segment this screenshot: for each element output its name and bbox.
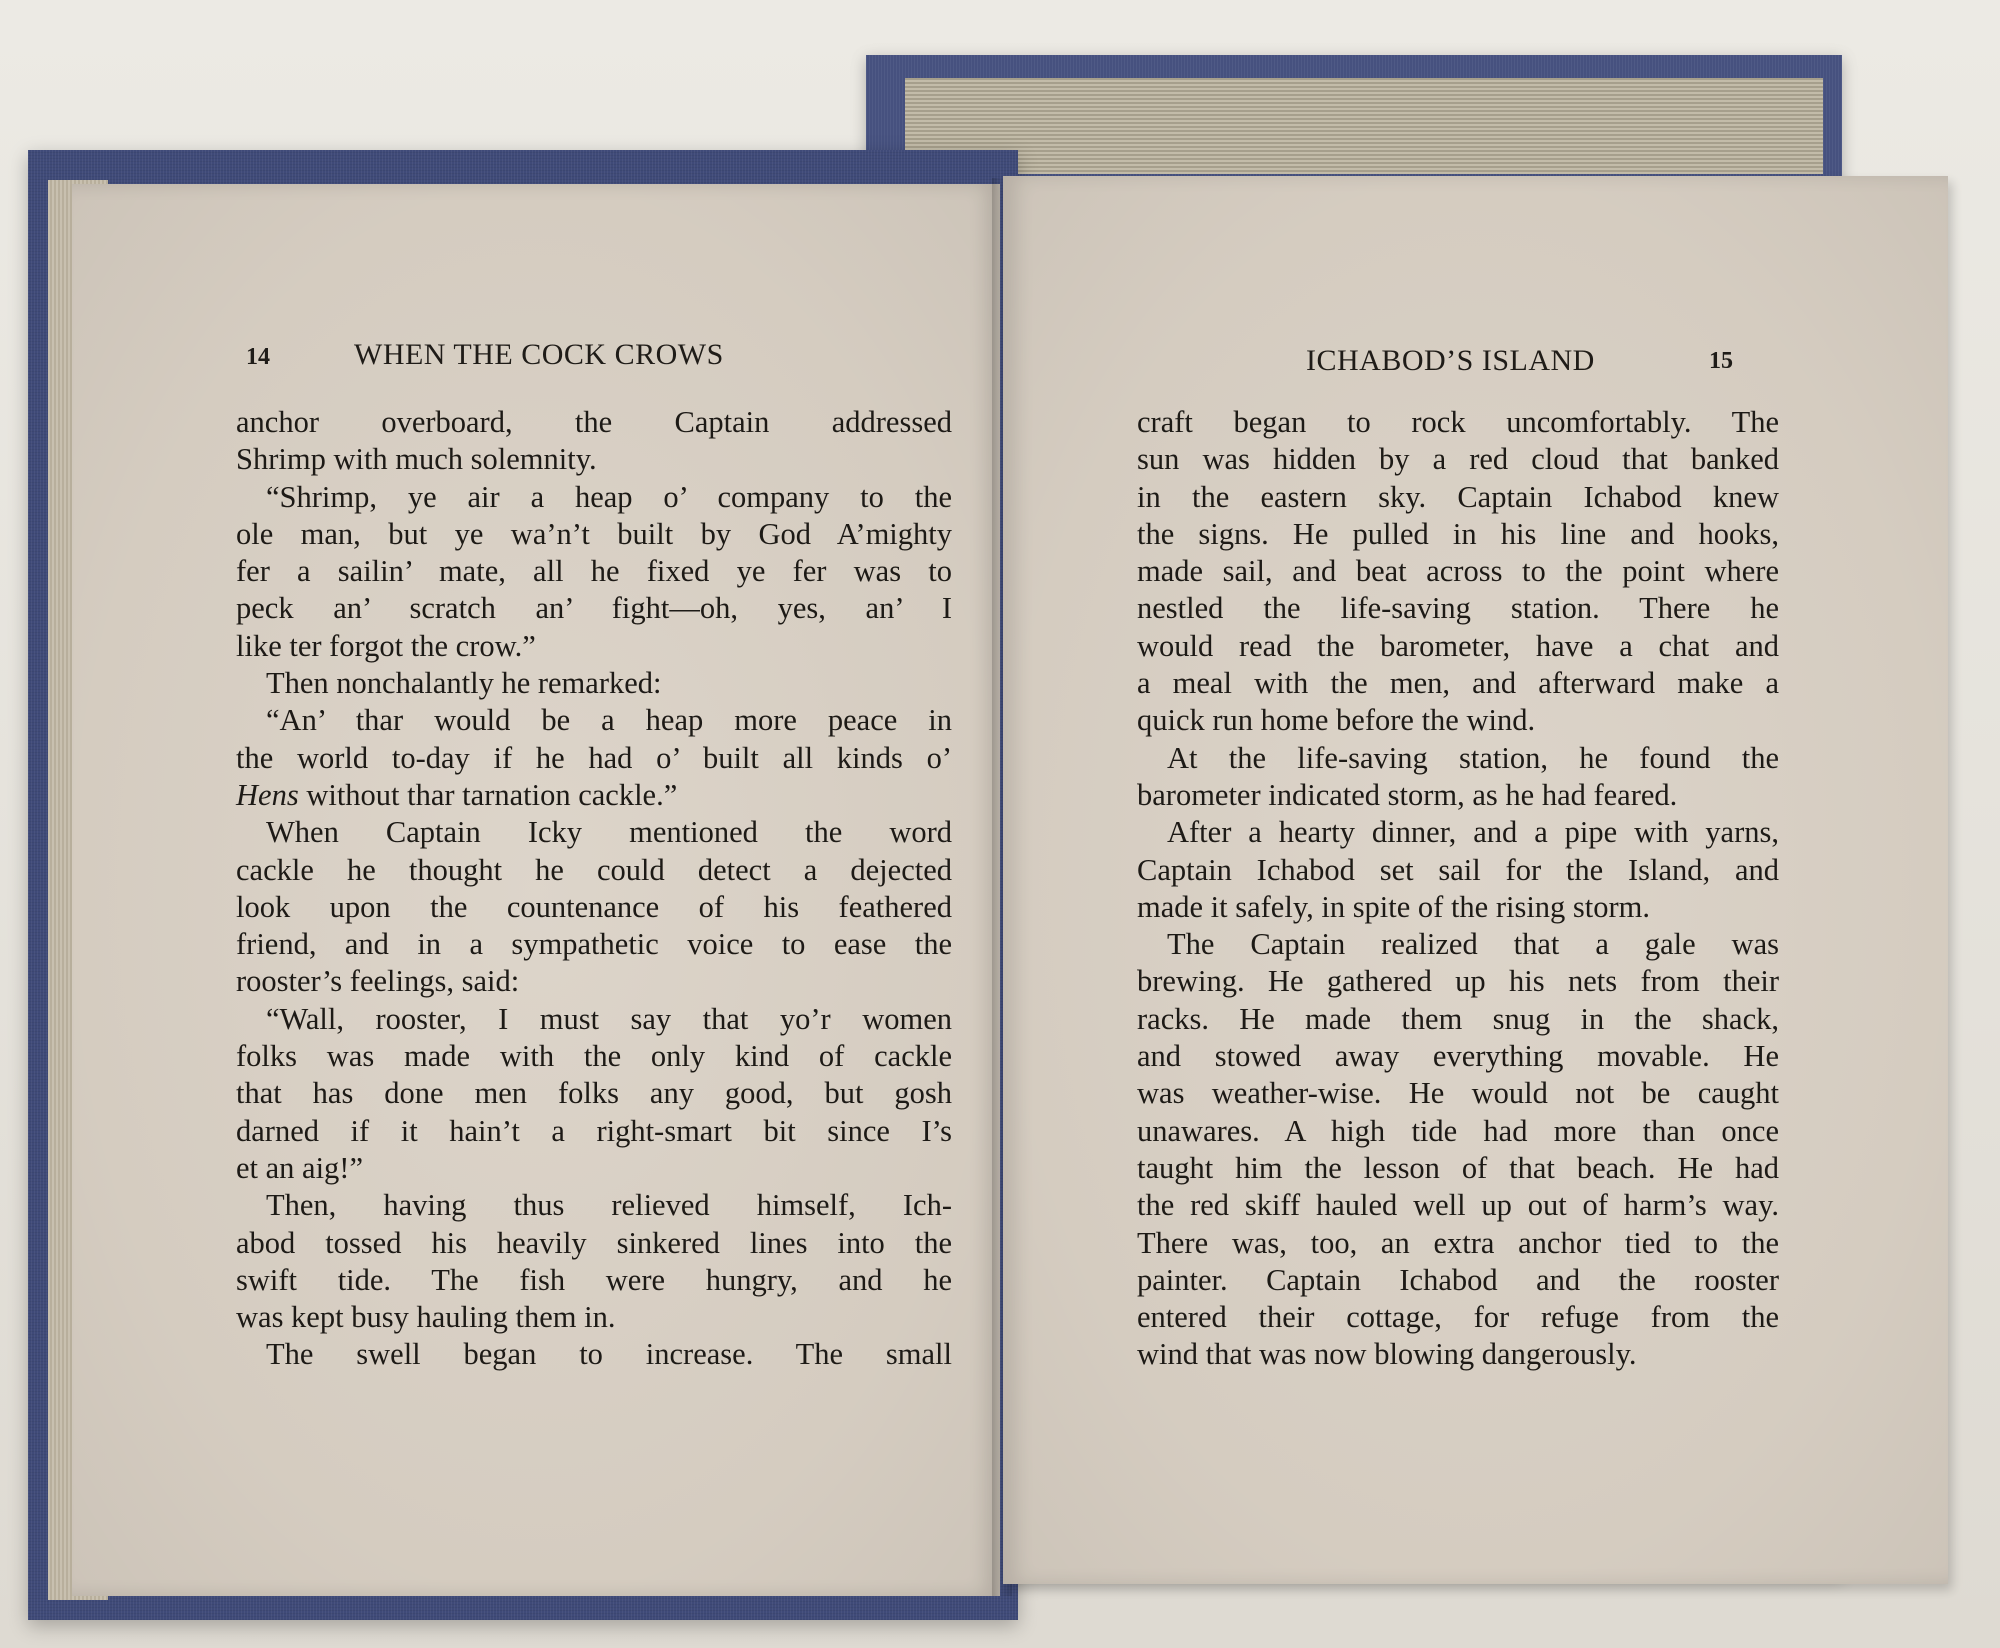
- text-line: the red skiff hauled well up out of harm’s way.: [1137, 1188, 1779, 1223]
- text-line: “An’ thar would be a heap more peace in: [266, 703, 952, 738]
- text-line: ole man, but ye wa’n’t built by God A’mighty: [236, 516, 952, 551]
- text-line: anchor overboard, the Captain addressed: [236, 405, 952, 439]
- text-line: unawares. A high tide had more than once: [1137, 1113, 1779, 1148]
- text-line: was weather-wise. He would not be caught: [1137, 1076, 1779, 1111]
- right-page: [1003, 176, 1948, 1584]
- text-line: and stowed away everything movable. He: [1137, 1039, 1779, 1074]
- text-line: After a hearty dinner, and a pipe with yarns,: [1167, 815, 1779, 850]
- text-line: The Captain realized that a gale was: [1167, 927, 1779, 962]
- italic-word: Hens: [236, 777, 299, 812]
- text-line: made it safely, in spite of the rising storm.: [1137, 889, 1651, 924]
- left-body-text: [236, 404, 952, 1374]
- text-line: [236, 777, 952, 814]
- right-body-text: [1137, 404, 1779, 1374]
- text-line: sun was hidden by a red cloud that banked: [1137, 442, 1779, 477]
- text-line: was kept busy hauling them in.: [236, 1300, 616, 1335]
- text-line: cackle he thought he could detect a dejected: [236, 852, 952, 887]
- text-line: Then nonchalantly he remarked:: [266, 666, 662, 701]
- text-line: rooster’s feelings, said:: [236, 964, 520, 999]
- left-running-head: WHEN THE COCK CROWS: [354, 338, 724, 371]
- text-line: et an aig!”: [236, 1150, 364, 1185]
- text-line: wind that was now blowing dangerously.: [1137, 1337, 1637, 1372]
- text-line: painter. Captain Ichabod and the rooster: [1137, 1262, 1779, 1297]
- text-line: “Wall, rooster, I must say that yo’r women: [266, 1001, 952, 1036]
- text-line: like ter forgot the crow.”: [236, 628, 536, 663]
- text-line: barometer indicated storm, as he had feared.: [1137, 777, 1678, 812]
- text-line: the signs. He pulled in his line and hooks,: [1137, 516, 1779, 551]
- text-line: made sail, and beat across to the point where: [1137, 554, 1779, 589]
- paragraph: [236, 479, 952, 516]
- text-line: swift tide. The fish were hungry, and he: [236, 1262, 952, 1297]
- text-tail: without thar tarnation cackle.”: [298, 777, 678, 812]
- text-line: Captain Ichabod set sail for the Island, and: [1137, 852, 1779, 887]
- text-line: would read the barometer, have a chat and: [1137, 628, 1779, 663]
- text-line: look upon the countenance of his feathered: [236, 889, 952, 924]
- left-page-number: 14: [246, 344, 270, 370]
- text-line: folks was made with the only kind of cackle: [236, 1039, 952, 1074]
- text-line: the world to-day if he had o’ built all kinds o’: [236, 740, 952, 775]
- text-line: fer a sailin’ mate, all he fixed ye fer was to: [236, 554, 952, 589]
- text-line: At the life-saving station, he found the: [1167, 740, 1779, 775]
- text-line: peck an’ scratch an’ fight—oh, yes, an’ I: [236, 591, 952, 626]
- text-line: nestled the life-saving station. There he: [1137, 591, 1779, 626]
- text-line: in the eastern sky. Captain Ichabod knew: [1137, 479, 1779, 514]
- text-line: craft began to rock uncomfortably. The: [1137, 405, 1779, 439]
- left-page: [72, 184, 1000, 1596]
- text-line: Shrimp with much solemnity.: [236, 442, 597, 477]
- text-line: “Shrimp, ye air a heap o’ company to the: [266, 479, 952, 514]
- text-line: There was, too, an extra anchor tied to the: [1137, 1225, 1779, 1260]
- right-page-number: 15: [1709, 348, 1733, 374]
- right-running-head: ICHABOD’S ISLAND: [1306, 344, 1595, 377]
- text-line: Then, having thus relieved himself, Ich-: [266, 1188, 952, 1223]
- text-line: The swell began to increase. The small: [266, 1337, 952, 1372]
- text-line: friend, and in a sympathetic voice to ease the: [236, 927, 952, 962]
- text-line: darned if it hain’t a right-smart bit since I’s: [236, 1113, 952, 1148]
- paragraph: [236, 441, 952, 478]
- text-line: racks. He made them snug in the shack,: [1137, 1001, 1779, 1036]
- text-line: When Captain Icky mentioned the word: [266, 815, 952, 850]
- text-line: abod tossed his heavily sinkered lines into the: [236, 1225, 952, 1260]
- page-edges-top: [905, 78, 1823, 174]
- paragraph: [236, 404, 952, 441]
- text-line: entered their cottage, for refuge from the: [1137, 1300, 1779, 1335]
- text-line: brewing. He gathered up his nets from their: [1137, 964, 1779, 999]
- text-line: quick run home before the wind.: [1137, 703, 1536, 738]
- text-line: a meal with the men, and afterward make a: [1137, 666, 1779, 701]
- text-line: that has done men folks any good, but gosh: [236, 1076, 952, 1111]
- text-line: taught him the lesson of that beach. He had: [1137, 1150, 1779, 1185]
